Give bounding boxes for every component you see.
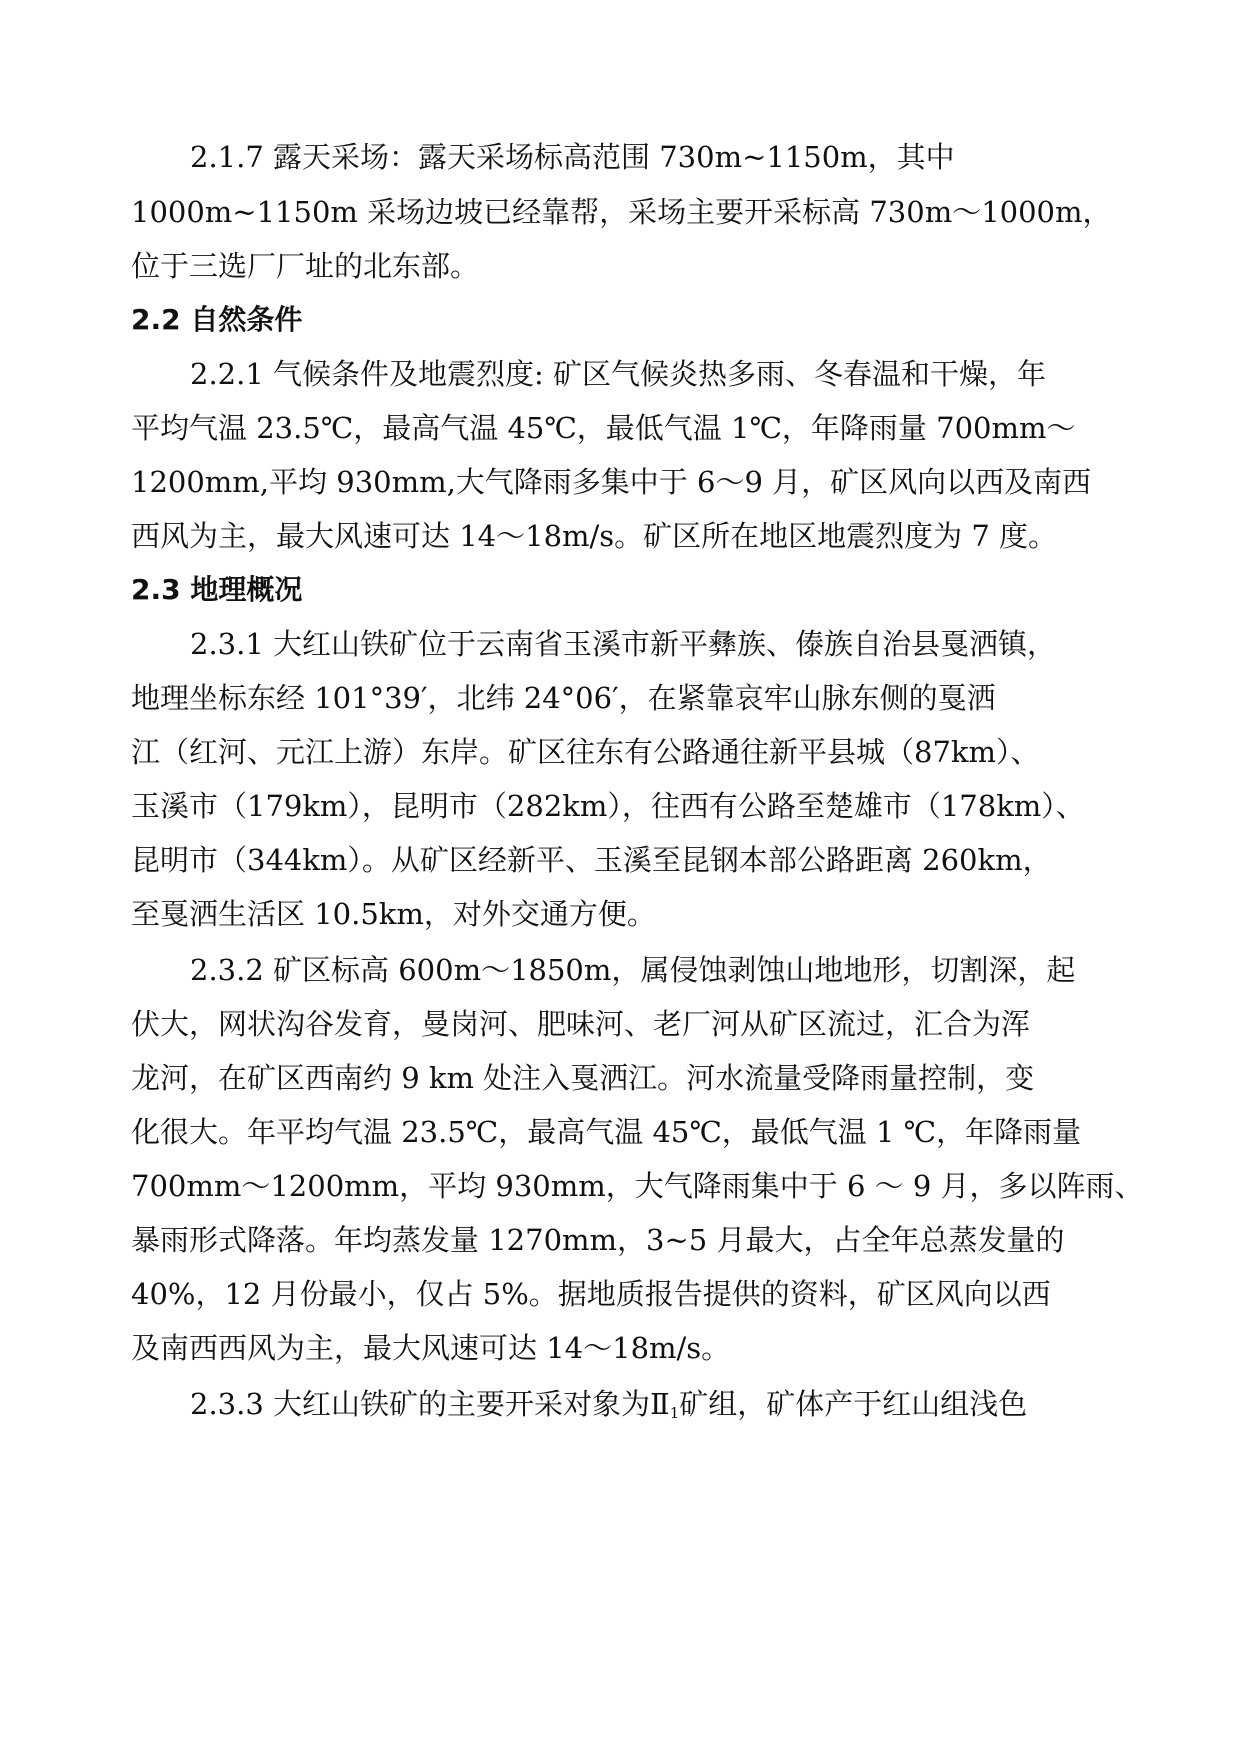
paragraph-2-2-1-line-4: 西风为主，最大风速可达 14～18m/s。矿区所在地区地震烈度为 7 度。 — [131, 519, 1058, 553]
paragraph-2-3-2-line-2: 伏大，网状沟谷发育，曼岗河、肥味河、老厂河从矿区流过，汇合为浑 — [131, 1007, 1031, 1041]
paragraph-2-1-7-line-1: 2.1.7 露天采场：露天采场标高范围 730m~1150m，其中 — [190, 140, 955, 174]
paragraph-2-3-3-text-end: 矿组，矿体产于红山组浅色 — [679, 1387, 1028, 1421]
paragraph-2-3-1-line-5: 昆明市（344km）。从矿区经新平、玉溪至昆钢本部公路距离 260km， — [131, 843, 1052, 877]
paragraph-2-3-3-line-1 — [190, 1384, 1027, 1433]
section-heading-2-2: 2.2 自然条件 — [131, 303, 303, 336]
paragraph-2-3-2-line-5: 700mm～1200mm，平均 930mm，大气降雨集中于 6 ～ 9 月，多以阵雨、 — [131, 1169, 1144, 1203]
paragraph-2-3-3-text-start: 2.3.3 大红山铁矿的主要开采对象为Ⅱ — [190, 1387, 670, 1421]
paragraph-2-3-1-line-1: 2.3.1 大红山铁矿位于云南省玉溪市新平彝族、傣族自治县戛洒镇， — [190, 627, 1057, 661]
paragraph-2-3-2-line-4: 化很大。年平均气温 23.5℃，最高气温 45℃，最低气温 1 ℃，年降雨量 — [131, 1115, 1082, 1149]
paragraph-2-3-2-line-7: 40%，12 月份最小，仅占 5%。据地质报告提供的资料，矿区风向以西 — [131, 1277, 1051, 1311]
paragraph-2-3-2-line-1: 2.3.2 矿区标高 600m～1850m，属侵蚀剥蚀山地地形，切割深，起 — [190, 953, 1076, 987]
paragraph-2-2-1-line-1: 2.2.1 气候条件及地震烈度: 矿区气候炎热多雨、冬春温和干燥，年 — [190, 357, 1046, 391]
paragraph-2-3-2-line-6: 暴雨形式降落。年均蒸发量 1270mm，3~5 月最大，占全年总蒸发量的 — [131, 1223, 1065, 1257]
paragraph-2-2-1-line-2: 平均气温 23.5℃，最高气温 45℃，最低气温 1℃，年降雨量 700mm～ — [131, 411, 1076, 445]
paragraph-2-3-1-line-2: 地理坐标东经 101°39′，北纬 24°06′，在紧靠哀牢山脉东侧的戛洒 — [131, 681, 996, 715]
paragraph-2-3-2-line-8: 及南西西风为主，最大风速可达 14～18m/s。 — [131, 1331, 731, 1365]
paragraph-2-3-2-line-3: 龙河，在矿区西南约 9 km 处注入戛洒江。河水流量受降雨量控制，变 — [131, 1061, 1035, 1095]
section-heading-2-3: 2.3 地理概况 — [131, 573, 303, 606]
paragraph-2-3-1-line-4: 玉溪市（179km），昆明市（282km），往西有公路至楚雄市（178km）、 — [131, 789, 1085, 823]
paragraph-2-1-7-line-2: 1000m~1150m 采场边坡已经靠帮，采场主要开采标高 730m～1000m， — [131, 195, 1112, 229]
paragraph-2-1-7-line-3: 位于三选厂厂址的北东部。 — [131, 249, 480, 283]
paragraph-2-3-1-line-3: 江（红河、元江上游）东岸。矿区往东有公路通往新平县城（87km）、 — [131, 735, 1040, 769]
paragraph-2-2-1-line-3: 1200mm,平均 930mm,大气降雨多集中于 6～9 月，矿区风向以西及南西 — [131, 465, 1092, 499]
ore-group-subscript: 1 — [669, 1404, 680, 1422]
paragraph-2-3-1-line-6: 至戛洒生活区 10.5km，对外交通方便。 — [131, 897, 656, 931]
